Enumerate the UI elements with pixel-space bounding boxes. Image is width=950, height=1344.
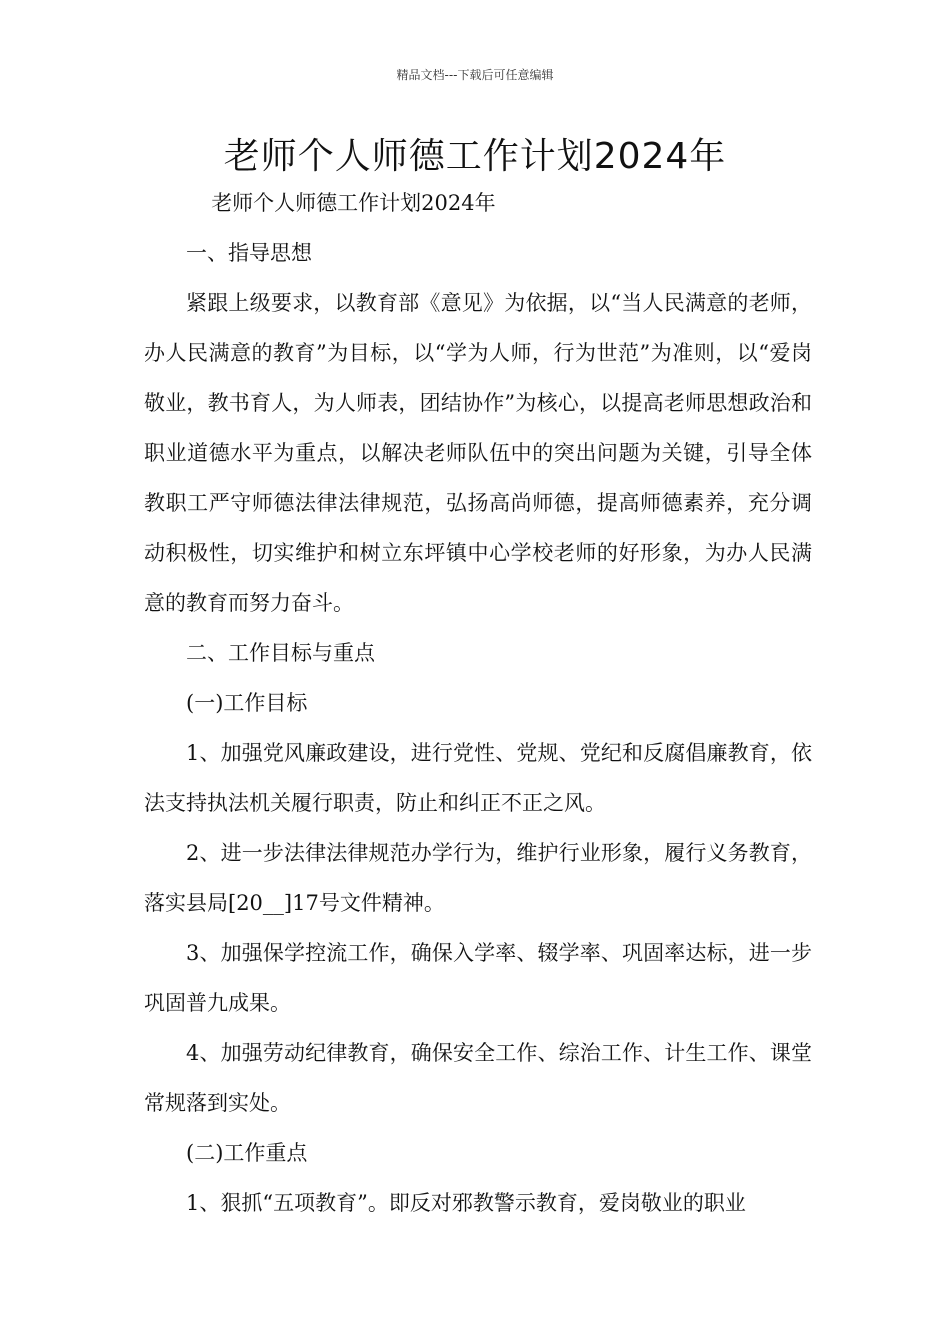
list-item-1: 1、加强党风廉政建设，进行党性、党规、党纪和反腐倡廉教育，依法支持执法机关履行职责，防止和纠正不正之风。: [144, 741, 812, 815]
list-item-3: 3、加强保学控流工作，确保入学率、辍学率、巩固率达标，进一步巩固普九成果。: [144, 941, 812, 1015]
section-heading-goals-and-focus: 二、工作目标与重点: [186, 641, 375, 665]
document-title: 老师个人师德工作计划2024年: [223, 136, 727, 177]
section-heading-guiding-ideology: 一、指导思想: [186, 241, 312, 265]
subsection-heading-goals: (一)工作目标: [186, 691, 308, 715]
subsection-heading-focus: (二)工作重点: [186, 1141, 308, 1165]
list-item-2: 2、进一步法律法律规范办学行为，维护行业形象，履行义务教育，落实县局[20__]17号文件精神。: [144, 841, 812, 915]
list-item-focus-1: 1、狠抓“五项教育”。即反对邪教警示教育，爱岗敬业的职业: [186, 1191, 746, 1215]
list-item-4: 4、加强劳动纪律教育，确保安全工作、综治工作、计生工作、课堂常规落到实处。: [144, 1041, 812, 1115]
body-paragraph: 紧跟上级要求，以教育部《意见》为依据，以“当人民满意的老师，办人民满意的教育”为目标，以“学为人师，行为世范”为准则，以“爱岗敬业，教书育人，为人师表，团结协作”为核心，以提高老师思想政治和职业道德水平为重点，以解决老师队伍中的突出问题为关键，引导全体教职工严守师德法律法律规范，弘扬高尚师德，提高师德素养，充分调动积极性，切实维护和树立东坪镇中心学校老师的好形象，为办人民满意的教育而努力奋斗。: [144, 291, 812, 615]
subtitle-paragraph: 老师个人师德工作计划2024年: [211, 191, 496, 215]
header-note: 精品文档---下载后可任意编辑: [396, 68, 554, 82]
document-body: [144, 178, 812, 1228]
